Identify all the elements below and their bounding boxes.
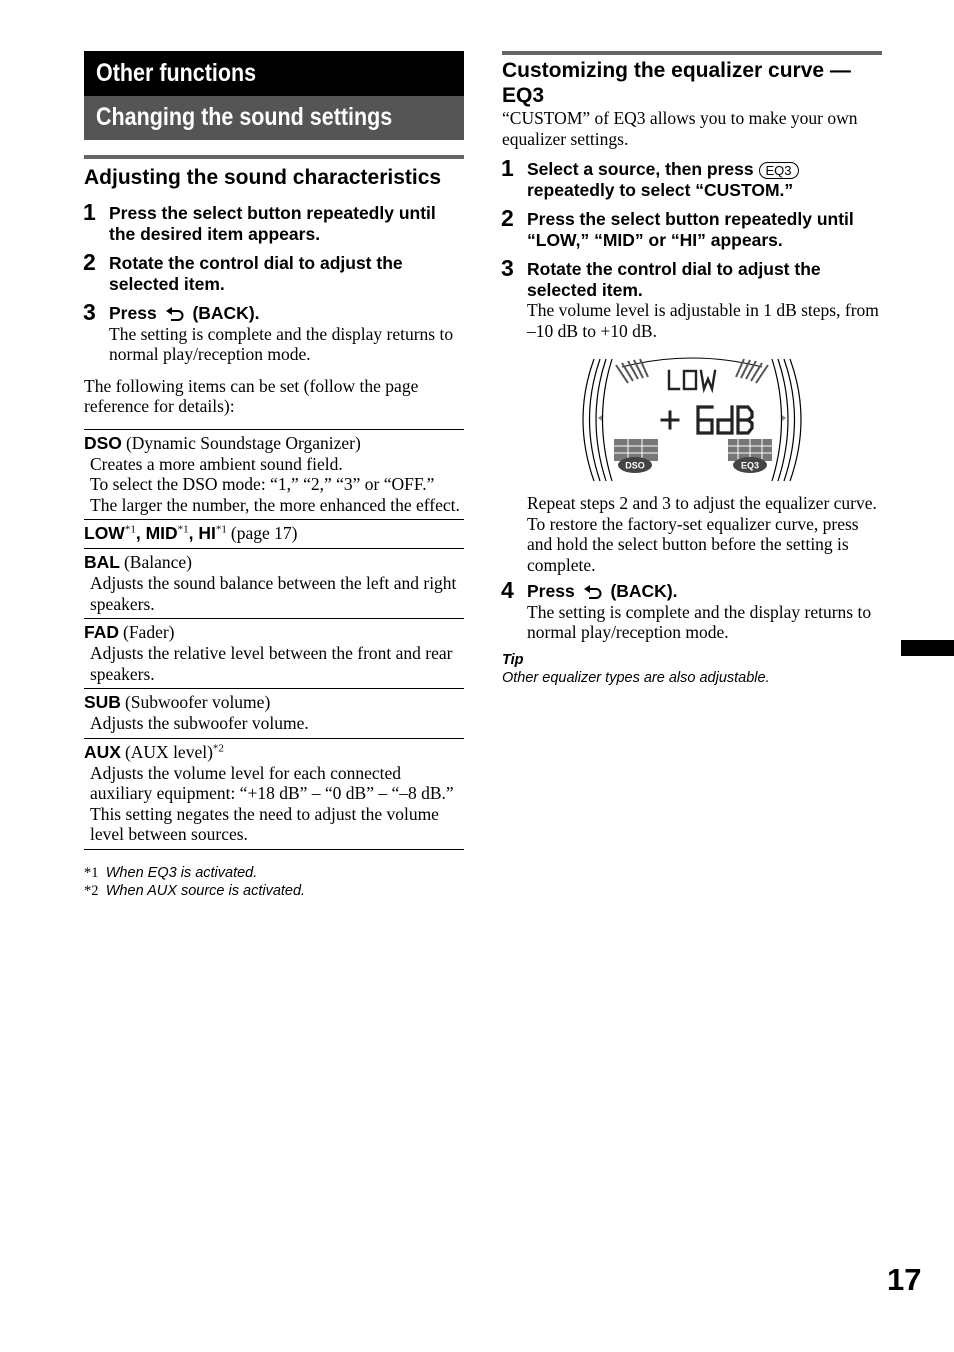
item-fullname: (Dynamic Soundstage Organizer): [125, 432, 361, 453]
back-icon: [165, 307, 185, 321]
item-description: Adjusts the sound balance between the left and right speakers.: [90, 573, 457, 614]
adjusting-heading: Adjusting the sound characteristics: [84, 166, 442, 189]
step-text: Press the select button repeatedly until the desired item appears.: [109, 203, 436, 244]
step-text-press: Press: [527, 581, 575, 601]
item-name-hi: HI: [198, 523, 216, 543]
item-separator: ,: [135, 523, 146, 543]
table-row: [84, 738, 464, 849]
step-text-back: (BACK).: [610, 581, 678, 601]
step-number: 2: [83, 249, 96, 275]
page-number: 17: [887, 1262, 922, 1297]
item-fullname: (Subwoofer volume): [124, 692, 271, 712]
step-text: Rotate the control dial to adjust the selected item.: [109, 253, 403, 294]
repeat-steps-text: Repeat steps 2 and 3 to adjust the equalizer curve.: [527, 493, 877, 513]
step-text-back: (BACK).: [192, 303, 260, 323]
step-description: The volume level is adjustable in 1 dB steps, from –10 dB to +10 dB.: [527, 300, 879, 341]
badge-eq3-label: EQ3: [740, 460, 760, 471]
eq3-button-label: EQ3: [759, 162, 799, 179]
step-number: 1: [83, 199, 96, 225]
footnote-text: When AUX source is activated.: [105, 882, 306, 899]
table-row: [84, 520, 464, 549]
item-name-low: LOW: [84, 523, 125, 543]
step-number: 3: [83, 299, 96, 325]
step-text-press: Press: [109, 303, 157, 323]
item-separator: ,: [188, 523, 199, 543]
step-text: [527, 581, 882, 602]
right-step-4: [501, 577, 882, 643]
section-header: [84, 51, 464, 96]
footnote-text: When EQ3 is activated.: [105, 864, 258, 881]
item-name: DSO: [84, 432, 122, 453]
item-fullname: (AUX level): [124, 741, 213, 762]
settings-table: [84, 429, 464, 850]
item-fullname: (Balance): [123, 552, 192, 572]
right-step-2: [501, 205, 882, 250]
items-intro: The following items can be set (follow the page reference for details):: [84, 375, 419, 416]
table-row: [84, 619, 464, 689]
table-row: [84, 549, 464, 619]
item-description: Adjusts the relative level between the front and rear speakers.: [90, 643, 453, 684]
item-name: SUB: [84, 692, 121, 712]
subsection-title: Changing the sound settings: [96, 103, 393, 131]
step-text: Press the select button repeatedly until “LOW,” “MID” or “HI” appears.: [527, 209, 854, 250]
right-column: [502, 51, 882, 687]
item-description: This setting negates the need to adjust the volume level between sources.: [90, 803, 439, 844]
footnote-mark: *1: [124, 523, 136, 536]
section-title: Other functions: [96, 59, 257, 87]
footnote: [84, 864, 464, 882]
footnote-mark: *2: [84, 882, 99, 899]
footnote-mark: *1: [177, 523, 189, 536]
subsection-header: [84, 96, 464, 140]
restore-factory-text: To restore the factory-set equalizer curve, press and hold the select button before the setting is complete.: [527, 513, 859, 575]
step-text: [109, 303, 464, 324]
left-step-1: [83, 199, 464, 244]
step-text-after: repeatedly to select “CUSTOM.”: [527, 179, 794, 200]
eq3-heading: Customizing the equalizer curve — EQ3: [502, 59, 851, 107]
back-icon: [583, 585, 603, 599]
section-tab-marker: [901, 640, 954, 656]
item-description: Adjusts the subwoofer volume.: [90, 713, 309, 733]
left-step-3: [83, 299, 464, 365]
item-fullname: (Fader): [123, 622, 175, 642]
footnote-mark: *2: [212, 742, 224, 755]
left-column: [84, 51, 464, 900]
step-number: 2: [501, 205, 514, 231]
footnote: [84, 882, 464, 900]
footnote-mark: *1: [84, 864, 99, 881]
item-name-mid: MID: [145, 523, 178, 543]
item-description: Adjusts the volume level for each connected auxiliary equipment: “+18 dB” – “0 dB” – “–8 dB.”: [90, 762, 454, 803]
left-step-2: [83, 249, 464, 294]
badge-dso-label: DSO: [625, 460, 645, 471]
step-number: 3: [501, 255, 514, 281]
page-reference: (page 17): [230, 523, 298, 543]
step-text-before: Select a source, then press: [527, 159, 754, 179]
right-step-1: [501, 155, 882, 200]
step-number: 4: [501, 577, 514, 603]
eq3-intro: “CUSTOM” of EQ3 allows you to make your own equalizer settings.: [502, 108, 858, 149]
footnote-mark: *1: [215, 523, 227, 536]
step-number: 1: [501, 155, 514, 181]
tip-heading: Tip: [502, 651, 524, 668]
step-description: The setting is complete and the display returns to normal play/reception mode.: [527, 601, 872, 642]
item-description: Creates a more ambient sound field.: [90, 453, 343, 474]
table-row: [84, 429, 464, 520]
step-text: Rotate the control dial to adjust the selected item.: [527, 259, 821, 300]
step-text: [527, 159, 882, 200]
step-description: The setting is complete and the display returns to normal play/reception mode.: [109, 323, 454, 364]
item-name: AUX: [84, 741, 121, 762]
tip-text: Other equalizer types are also adjustable.: [502, 669, 770, 686]
table-row: [84, 689, 464, 739]
right-step-3: [501, 255, 882, 341]
item-name: BAL: [84, 552, 120, 572]
lcd-display-illustration: [502, 357, 882, 483]
item-description: To select the DSO mode: “1,” “2,” “3” or “OFF.” The larger the number, the more enhanced the effect.: [90, 474, 460, 515]
item-name: FAD: [84, 622, 119, 642]
